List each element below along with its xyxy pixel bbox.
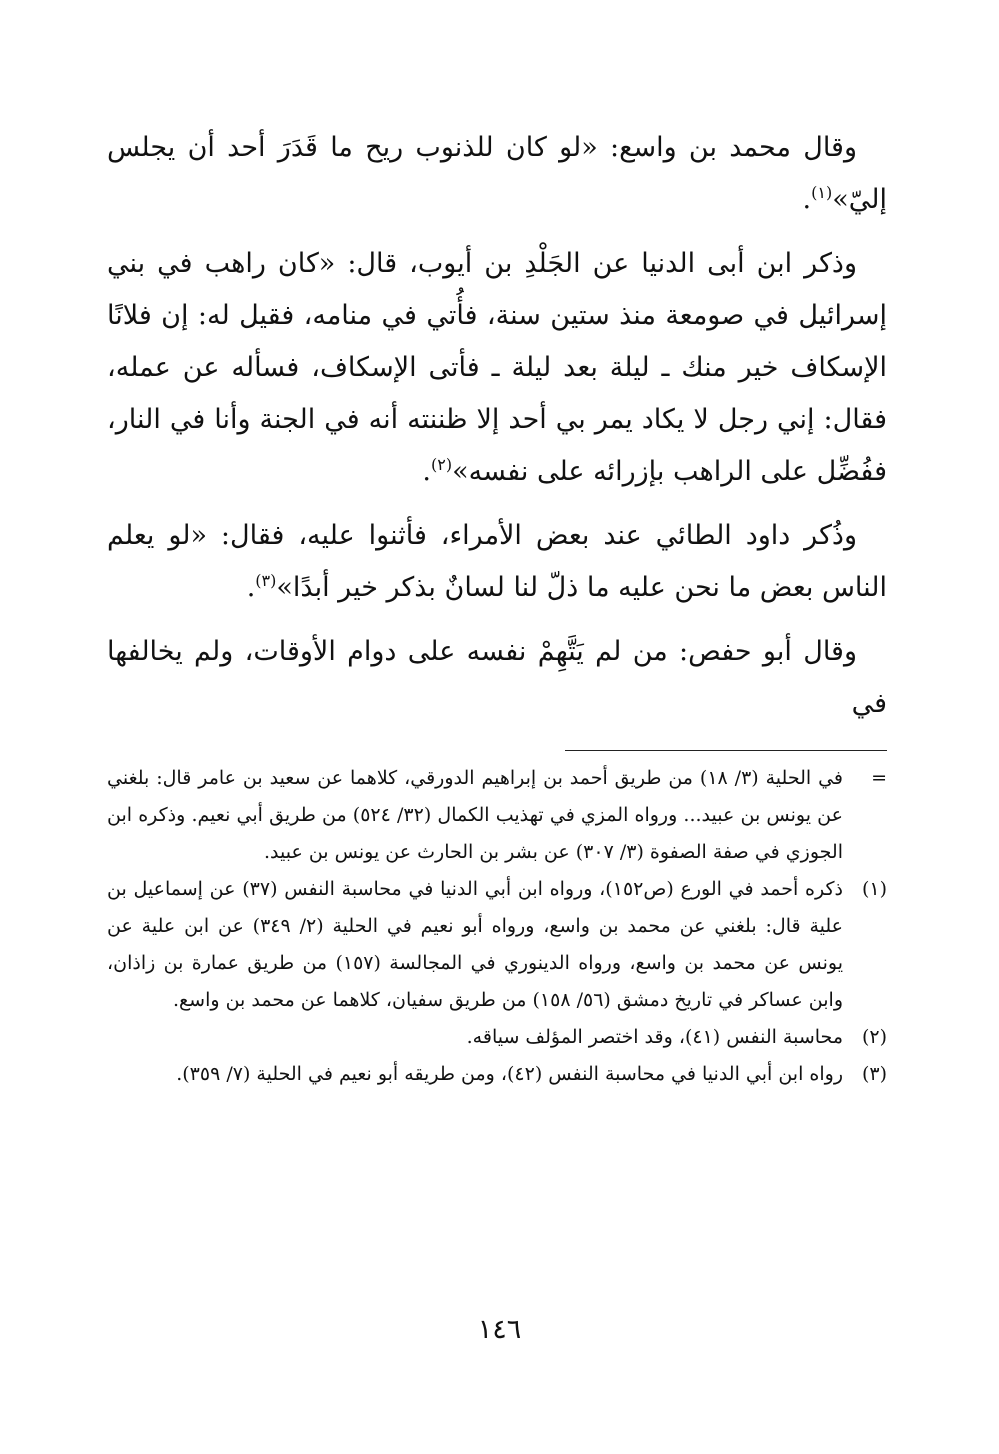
footnote-text: رواه ابن أبي الدنيا في محاسبة النفس (٤٢)، ومن طريقه أبو نعيم في الحلية (٧/ ٣٥٩). — [176, 1063, 843, 1085]
paragraph-2-text: وذكر ابن أبى الدنيا عن الجَلْدِ بن أيوب، قال: «كان راهب في بني إسرائيل في صومعة منذ ستين سنة، فأُتي في منامه، فقيل له: إن فلانًا الإسكاف خير منك ـ ليلة بعد ليلة ـ فأتى الإسكاف، فسأله عن عمله، فقال: إني رجل لا يكاد يمر بي أحد إلا ظننته أنه في الجنة وأنا في النار، ففُضِّل على الراهب بإزرائه على نفسه» — [107, 248, 887, 487]
footnote-marker: = — [871, 767, 887, 789]
paragraph-2-tail: . — [422, 456, 432, 487]
paragraph-3-text: وذُكر داود الطائي عند بعض الأمراء، فأثنوا عليه، فقال: «لو يعلم الناس بعض ما نحن عليه ما ذلّ لنا لسانٌ بذكر خير أبدًا» — [107, 520, 887, 603]
footnote-marker: (١) — [861, 878, 887, 900]
footnote-2 — [107, 1019, 887, 1056]
footnotes — [107, 760, 887, 1093]
paragraph-1-tail: . — [802, 184, 812, 215]
footnote-ref-2: (٢) — [431, 455, 453, 474]
footnote-separator — [565, 750, 887, 751]
footnote-continued — [107, 760, 887, 871]
footnote-text: في الحلية (٣/ ١٨) من طريق أحمد بن إبراهيم الدورقي، كلاهما عن سعيد بن عامر قال: بلغني عن يونس بن عبيد... ورواه المزي في تهذيب الكمال (٣٢/ ٥٢٤) من طريق أبي نعيم. وذكره ابن الجوزي في صفة الصفوة (٣/ ٣٠٧) عن بشر بن الحارث عن يونس بن عبيد. — [107, 767, 843, 863]
paragraph-4-text: وقال أبو حفص: من لم يَتَّهِمْ نفسه على دوام الأوقات، ولم يخالفها في — [107, 636, 887, 719]
footnote-marker: (٣) — [861, 1063, 887, 1085]
paragraph-1 — [107, 122, 887, 226]
footnote-1 — [107, 871, 887, 1019]
footnote-text: ذكره أحمد في الورع (ص١٥٢)، ورواه ابن أبي الدنيا في محاسبة النفس (٣٧) عن إسماعيل بن علية قال: بلغني عن محمد بن واسع، ورواه أبو نعيم في الحلية (٢/ ٣٤٩) عن ابن علية عن يونس عن محمد بن واسع، ورواه الدينوري في المجالسة (١٥٧) من طريق عمارة بن زاذان، وابن عساكر في تاريخ دمشق (٥٦/ ١٥٨) من طريق سفيان، كلاهما عن محمد بن واسع. — [107, 878, 843, 1011]
page-number: ١٤٦ — [477, 1314, 522, 1345]
footnote-marker: (٢) — [861, 1026, 887, 1048]
footnote-text: محاسبة النفس (٤١)، وقد اختصر المؤلف سياقه. — [466, 1026, 843, 1048]
paragraph-4 — [107, 626, 887, 730]
main-text — [107, 122, 887, 742]
footnote-ref-3: (٣) — [255, 571, 277, 590]
paragraph-1-text: وقال محمد بن واسع: «لو كان للذنوب ريح ما قَدَرَ أحد أن يجلس إليّ» — [107, 132, 887, 215]
footnote-ref-1: (١) — [811, 183, 833, 202]
paragraph-2 — [107, 238, 887, 498]
paragraph-3-tail: . — [246, 572, 256, 603]
paragraph-3 — [107, 510, 887, 614]
footnote-3 — [107, 1056, 887, 1093]
